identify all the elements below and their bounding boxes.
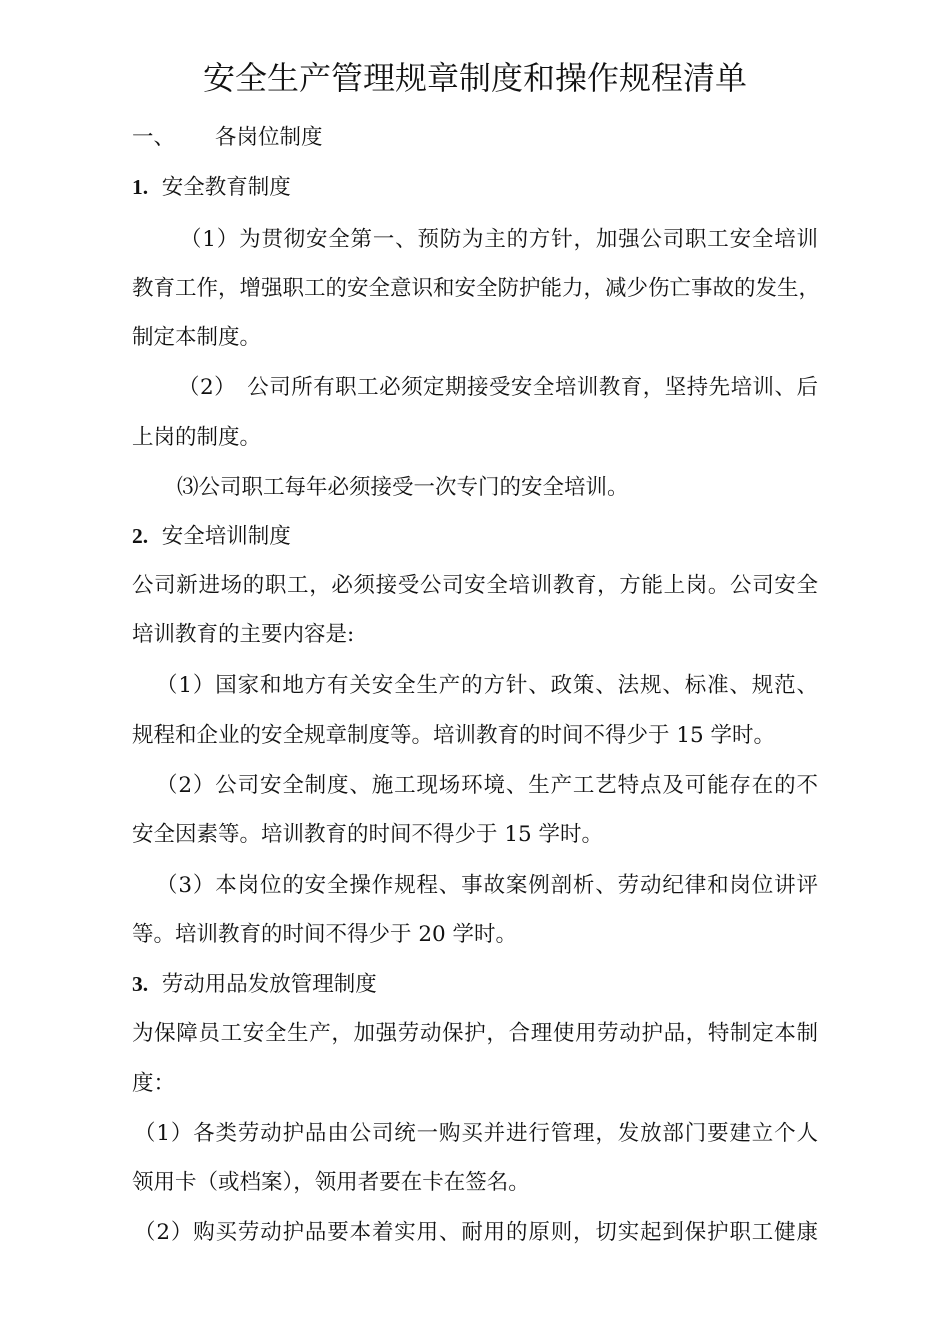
section-heading-one <box>132 123 323 153</box>
heading-number: 2. <box>132 524 149 548</box>
paragraph-line: 等。培训教育的时间不得少于 20 学时。 <box>132 922 518 947</box>
section-title: 各岗位制度 <box>215 125 323 150</box>
heading-number: 3. <box>132 972 149 996</box>
paragraph-line: 安全因素等。培训教育的时间不得少于 15 学时。 <box>132 822 604 847</box>
paragraph-line: 领用卡（或档案），领用者要在卡在签名。 <box>132 1170 530 1195</box>
paragraph-line: （2） 公司所有职工必须定期接受安全培训教育，坚持先培训、后 <box>178 375 818 400</box>
heading-protective-equipment <box>132 969 377 1000</box>
paragraph-line: 度： <box>132 1071 176 1096</box>
paragraph-line: ⑶公司职工每年必须接受一次专门的安全培训。 <box>177 475 629 500</box>
heading-number: 1. <box>132 175 149 199</box>
section-number: 一、 <box>132 125 176 150</box>
paragraph-line: 培训教育的主要内容是: <box>132 622 355 647</box>
heading-safety-training <box>132 521 291 552</box>
paragraph-line: （1）国家和地方有关安全生产的方针、政策、法规、标准、规范、 <box>156 673 818 698</box>
paragraph-line: 公司新进场的职工，必须接受公司安全培训教育，方能上岗。公司安全 <box>132 573 818 598</box>
paragraph-line: （2）购买劳动护品要本着实用、耐用的原则，切实起到保护职工健康 <box>134 1220 818 1245</box>
paragraph-line: 制定本制度。 <box>132 325 262 350</box>
paragraph-line: 上岗的制度。 <box>132 425 262 450</box>
paragraph-line: 教育工作，增强职工的安全意识和安全防护能力，减少伤亡事故的发生， <box>132 276 821 301</box>
heading-title: 劳动用品发放管理制度 <box>161 972 377 997</box>
paragraph-line: （1）各类劳动护品由公司统一购买并进行管理，发放部门要建立个人 <box>134 1121 818 1146</box>
paragraph-line: （3）本岗位的安全操作规程、事故案例剖析、劳动纪律和岗位讲评 <box>156 873 818 898</box>
paragraph-line: （2）公司安全制度、施工现场环境、生产工艺特点及可能存在的不 <box>156 773 818 798</box>
paragraph-line: 规程和企业的安全规章制度等。培训教育的时间不得少于 15 学时。 <box>132 723 776 748</box>
paragraph-line: 为保障员工安全生产，加强劳动保护，合理使用劳动护品，特制定本制 <box>132 1021 818 1046</box>
paragraph-line: （1）为贯彻安全第一、预防为主的方针，加强公司职工安全培训 <box>180 227 818 252</box>
document-title: 安全生产管理规章制度和操作规程清单 <box>202 59 747 97</box>
heading-safety-education <box>132 172 291 203</box>
heading-title: 安全培训制度 <box>161 524 291 549</box>
heading-title: 安全教育制度 <box>161 175 291 200</box>
